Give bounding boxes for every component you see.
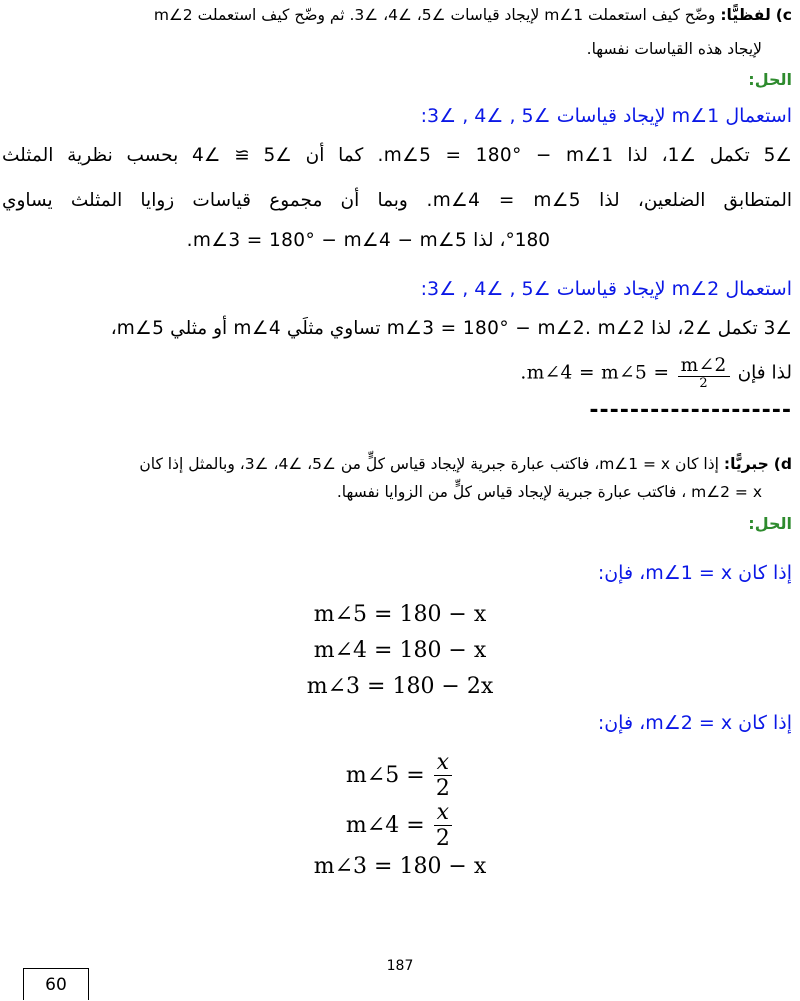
part-c-fraction-numerator: m∠2 bbox=[678, 355, 730, 377]
case1-equation-1: m∠5 = 180 − x bbox=[313, 602, 487, 627]
part-c-paragraph1-line3: °180، لذا m∠3 = 180° − m∠4 − m∠5. bbox=[186, 230, 550, 251]
case2-eq2-denominator: 2 bbox=[435, 826, 450, 852]
case2-eq1-numerator: x bbox=[434, 750, 452, 776]
case1-equation-3: m∠3 = 180 − 2x bbox=[306, 674, 494, 699]
part-d-question-text: إذا كان m∠1 = x، فاكتب عبارة جبرية لإيجاد قياس كلٍّ من ∠5، ∠4، ∠3، وبالمثل إذا كان bbox=[139, 455, 719, 473]
part-c-heading-2: استعمال m∠2 لإيجاد قياسات ∠5 , ∠4 , ∠3: bbox=[420, 278, 792, 300]
part-d-question-line2: m∠2 = x ، فاكتب عبارة جبرية لإيجاد قياس كلٍّ من الزوايا نفسها. bbox=[336, 483, 762, 501]
part-c-question-line2: لإيجاد هذه القياسات نفسها. bbox=[586, 40, 762, 58]
part-c-paragraph2-line1: ∠3 تكمل ∠2، لذا m∠3 = 180° − m∠2. m∠2 تساوي مثلَي m∠4 أو مثلي m∠5، bbox=[110, 318, 792, 339]
part-d-case1-heading: إذا كان m∠1 = x، فإن: bbox=[597, 562, 792, 584]
part-c-paragraph1-line2: المتطابق الضلعين، لذا m∠4 = m∠5. وبما أن مجموع قياسات زوايا المثلث يساوي bbox=[2, 190, 792, 211]
case2-equation-2 bbox=[0, 800, 800, 852]
separator-line: -------------------- bbox=[589, 398, 792, 423]
case2-eq1-denominator: 2 bbox=[435, 776, 450, 802]
part-c-fraction-denominator: 2 bbox=[699, 376, 708, 392]
case2-equation-1 bbox=[0, 750, 800, 802]
part-c-heading-1: استعمال m∠1 لإيجاد قياسات ∠5 , ∠4 , ∠3: bbox=[420, 105, 792, 127]
part-c-paragraph2-equation: .m∠4 = m∠5 = $\frac{m\angle 2}{2}$ bbox=[520, 355, 731, 392]
part-d-keyword: جبريًّا: bbox=[723, 455, 769, 473]
part-c-question-text: وضّح كيف استعملت m∠1 لإيجاد قياسات ∠5، ∠4، ∠3. ثم وضّح كيف استعملت m∠2 bbox=[153, 6, 716, 24]
part-d-case2-heading: إذا كان m∠2 = x، فإن: bbox=[597, 712, 792, 734]
part-c-solution-label: الحل: bbox=[748, 70, 792, 89]
case2-equation-3: m∠3 = 180 − x bbox=[313, 854, 487, 879]
page-number: 187 bbox=[386, 958, 414, 974]
part-c-keyword: لفظيًّا: bbox=[720, 6, 771, 24]
part-c-paragraph2-prefix: لذا فإن bbox=[737, 362, 792, 384]
part-c-paragraph2-line2 bbox=[2, 355, 792, 392]
case2-equation-1-lhs: m∠5 = bbox=[345, 762, 425, 788]
part-c-equation-lhs: m∠4 = m∠5 = bbox=[526, 362, 670, 384]
case1-equation-2: m∠4 = 180 − x bbox=[313, 638, 487, 663]
part-c-paragraph1-line1: ∠5 تكمل ∠1، لذا m∠5 = 180° − m∠1. كما أن ∠5 ≅ ∠4 بحسب نظرية المثلث bbox=[2, 145, 792, 166]
part-c-question-line1 bbox=[2, 6, 792, 24]
case2-equation-1-fraction bbox=[434, 750, 452, 802]
case2-equation-2-lhs: m∠4 = bbox=[345, 812, 425, 838]
page-box-number: 60 bbox=[23, 968, 89, 1000]
case2-eq2-numerator: x bbox=[434, 800, 452, 826]
part-c-fraction bbox=[678, 355, 730, 392]
part-d-label: d) bbox=[773, 455, 792, 473]
part-c-label: c) bbox=[775, 6, 792, 24]
case2-equation-2-fraction bbox=[434, 800, 452, 852]
part-d-solution-label: الحل: bbox=[748, 514, 792, 533]
part-d-question-line1 bbox=[2, 455, 792, 473]
